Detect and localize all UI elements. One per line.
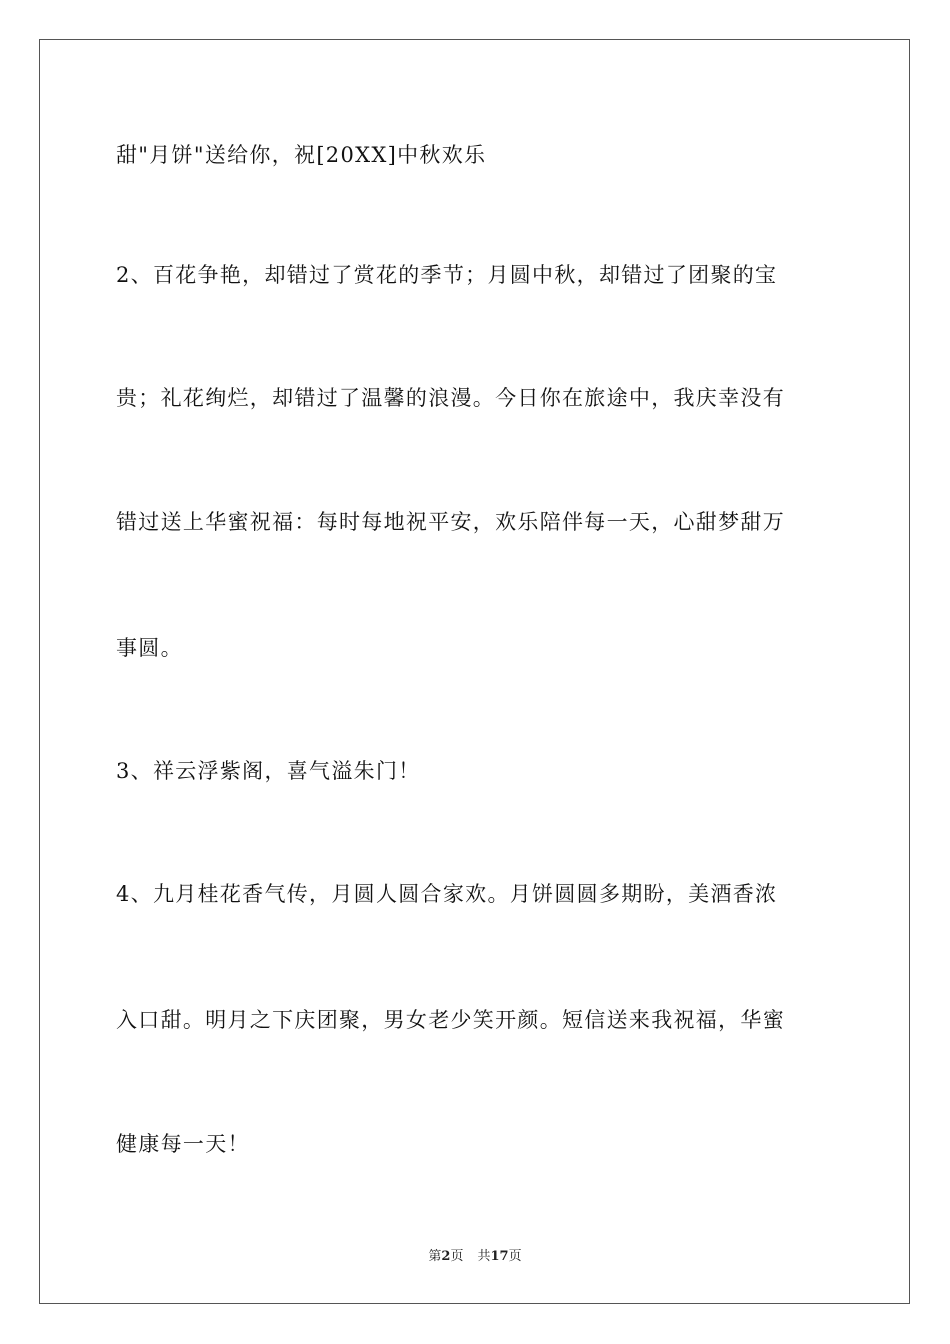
text-line-5: 事圆。 xyxy=(116,636,183,660)
text-line-7: 4、九月桂花香气传，月圆人圆合家欢。月饼圆圆多期盼，美酒香浓 xyxy=(116,882,778,906)
text-line-8: 入口甜。明月之下庆团聚，男女老少笑开颜。短信送来我祝福，华蜜 xyxy=(116,1008,785,1032)
text-line-4: 错过送上华蜜祝福：每时每地祝平安，欢乐陪伴每一天，心甜梦甜万 xyxy=(116,510,785,534)
page-prefix: 第 xyxy=(428,1249,442,1264)
total-suffix: 页 xyxy=(508,1249,522,1264)
page-footer xyxy=(0,1248,950,1266)
total-prefix: 共 xyxy=(477,1249,491,1264)
page-frame xyxy=(39,39,910,1304)
total-pages: 17 xyxy=(490,1249,509,1264)
text-line-1: 甜"月饼"送给你，祝[20XX]中秋欢乐 xyxy=(116,143,487,167)
text-line-3: 贵；礼花绚烂，却错过了温馨的浪漫。今日你在旅途中，我庆幸没有 xyxy=(116,386,785,410)
text-line-2: 2、百花争艳，却错过了赏花的季节；月圆中秋，却错过了团聚的宝 xyxy=(116,263,778,287)
page-suffix: 页 xyxy=(450,1249,464,1264)
text-line-6: 3、祥云浮紫阁，喜气溢朱门！ xyxy=(116,759,421,783)
page-number: 2 xyxy=(441,1249,451,1264)
text-line-9: 健康每一天！ xyxy=(116,1132,250,1156)
